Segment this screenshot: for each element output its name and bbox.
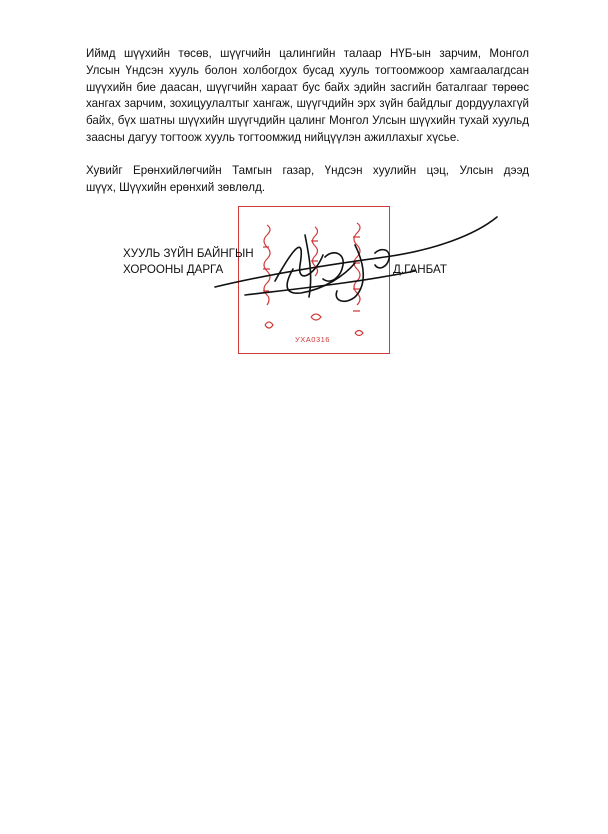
paragraph-line: заасны дагуу тогтоож хууль тогтоомжид нийцүүлэн ажиллахыг хүсье. [86, 130, 460, 144]
signatory-name: Д.ГАНБАТ [393, 263, 447, 276]
paragraph-main [86, 46, 529, 147]
paragraph-copy-to [86, 163, 529, 197]
paragraph-line: Улсын Үндсэн хууль болон холбогдох бусад хууль тогтоомжоор хамгаалагдсан [86, 63, 529, 77]
paragraph-line: байх, бүх шатны шүүхийн шүүгчдийн цалинг Монгол Улсын шүүхийн тухай хуульд [86, 114, 529, 128]
paragraph-line: Иймд шүүхийн төсөв, шүүгчийн цалингийн талаар НҮБ-ын зарчим, Монгол [86, 47, 529, 60]
paragraph-line: шүүх, Шүүхийн ерөнхий зөвлөлд. [86, 180, 266, 194]
paragraph-line: Хувийг Ерөнхийлөгчийн Тамгын газар, Үндсэн хуулийн цэц, Улсын дээд [86, 164, 529, 177]
paragraph-line: шүүхийн бие даасан, шүүгчийн хараат бус байх эдийн засгийн баталгааг төрөөс [86, 80, 529, 94]
stamp-code: УХА0316 [295, 335, 330, 344]
signatory-title-line2: ХОРООНЫ ДАРГА [123, 263, 224, 276]
signatory-title-line1: ХУУЛЬ ЗҮЙН БАЙНГЫН [123, 247, 254, 260]
paragraph-line: хангах зарчим, зохицуулалтыг хангаж, шүүгчдийн эрх зүйн байдлыг дордуулахгүй [86, 97, 529, 111]
handwritten-signature-icon [205, 205, 505, 315]
